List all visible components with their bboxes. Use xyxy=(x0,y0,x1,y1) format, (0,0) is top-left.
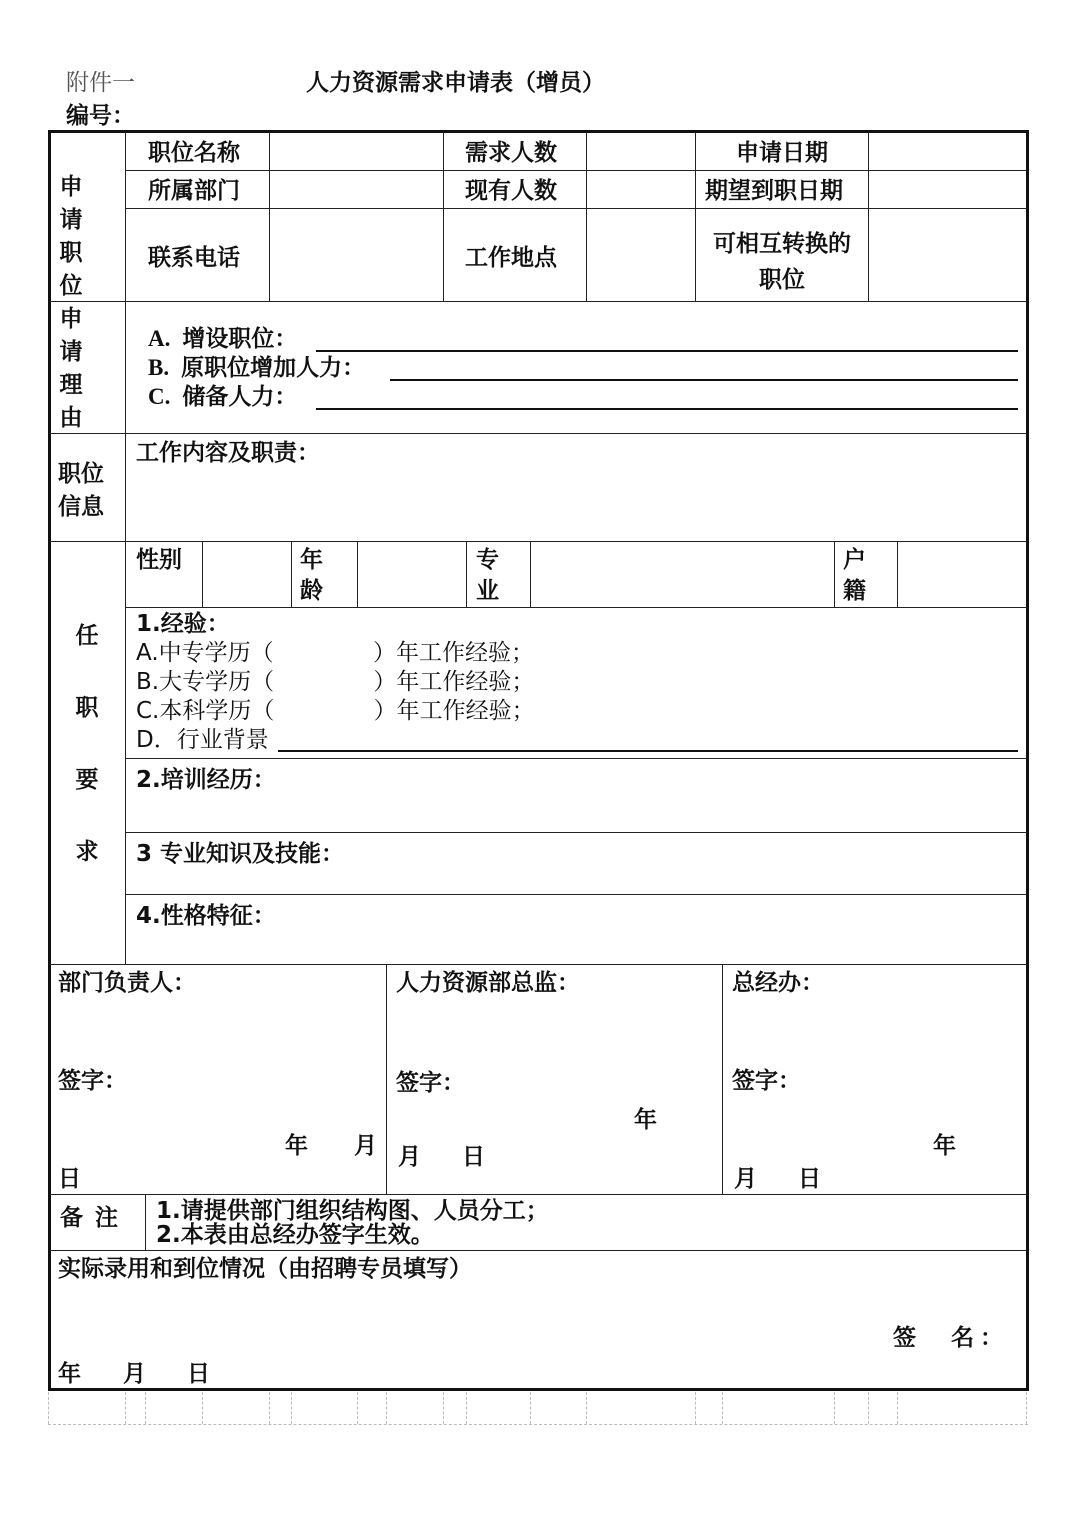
requirements-char: 职 xyxy=(75,695,99,721)
date-month: 月 xyxy=(123,1361,146,1387)
major-label: 专 业 xyxy=(476,547,499,604)
skills-label: 3 专业知识及技能： xyxy=(136,841,345,867)
phone-label: 联系电话 xyxy=(148,245,240,271)
date-year: 年 xyxy=(634,1107,657,1133)
requirements-char: 任 xyxy=(75,623,99,649)
serial-number-label: 编号： xyxy=(66,103,135,129)
dept-head-sign-label: 签字： xyxy=(58,1068,127,1094)
expected-date-label: 期望到职日期 xyxy=(705,178,843,204)
personality-label: 4.性格特征： xyxy=(136,903,276,929)
sign-name-label: 签 名： xyxy=(893,1325,1009,1351)
attachment-label: 附件一 xyxy=(66,70,135,96)
form-title: 人力资源需求申请表（增员） xyxy=(306,70,605,96)
experience-line: B.大专学历（ ）年工作经验； xyxy=(136,669,535,695)
notes-label: 备 注 xyxy=(60,1205,119,1231)
department-label: 所属部门 xyxy=(148,178,240,204)
date-month: 月 xyxy=(354,1133,377,1159)
industry-background-label: D．行业背景 xyxy=(136,727,269,753)
gm-office-label: 总经办： xyxy=(732,970,824,996)
date-day: 日 xyxy=(462,1144,485,1170)
reason-line xyxy=(316,408,1018,410)
note-line: 1.请提供部门组织结构图、人员分工； xyxy=(156,1198,549,1224)
household-label: 户 籍 xyxy=(843,547,866,604)
actual-hiring-label: 实际录用和到位情况（由招聘专员填写） xyxy=(58,1256,472,1282)
reason-line xyxy=(316,350,1018,352)
apply-date-label: 申请日期 xyxy=(736,140,828,166)
reason-item: C. 储备人力： xyxy=(148,384,298,410)
gender-label: 性别 xyxy=(136,547,182,573)
position-section-label: 申请职位 xyxy=(59,174,83,299)
experience-line: A.中专学历（ ）年工作经验； xyxy=(136,640,534,666)
current-headcount-label: 现有人数 xyxy=(465,178,557,204)
info-section-label: 职位 信息 xyxy=(58,461,104,520)
date-day: 日 xyxy=(58,1166,81,1192)
headcount-needed-label: 需求人数 xyxy=(465,140,557,166)
work-location-label: 工作地点 xyxy=(465,245,557,271)
reason-line xyxy=(390,379,1018,381)
date-month: 月 xyxy=(398,1144,421,1170)
date-month: 月 xyxy=(734,1166,757,1192)
experience-title: 1.经验： xyxy=(136,611,230,637)
reason-section-label: 申请理由 xyxy=(59,306,83,431)
age-label: 年 龄 xyxy=(300,547,323,604)
reason-item: A. 增设职位： xyxy=(148,326,298,352)
date-day: 日 xyxy=(187,1361,210,1387)
transferable-position-label: 可相互转换的 职位 xyxy=(713,231,851,293)
training-label: 2.培训经历： xyxy=(136,767,276,793)
requirements-char: 要 xyxy=(75,767,99,793)
date-year: 年 xyxy=(933,1133,956,1159)
note-line: 2.本表由总经办签字生效。 xyxy=(156,1222,434,1248)
job-duties-label: 工作内容及职责： xyxy=(136,440,320,466)
gm-office-sign-label: 签字： xyxy=(732,1068,801,1094)
date-year: 年 xyxy=(285,1133,308,1159)
requirements-char: 求 xyxy=(75,839,99,865)
hr-director-label: 人力资源部总监： xyxy=(396,970,580,996)
dept-head-label: 部门负责人： xyxy=(58,970,196,996)
industry-line xyxy=(278,750,1018,752)
hr-director-sign-label: 签字： xyxy=(396,1070,465,1096)
position-name-label: 职位名称 xyxy=(148,140,240,166)
date-day: 日 xyxy=(798,1166,821,1192)
experience-line: C.本科学历（ ）年工作经验； xyxy=(136,698,535,724)
reason-item: B. 原职位增加人力： xyxy=(148,355,366,381)
date-year: 年 xyxy=(58,1361,81,1387)
